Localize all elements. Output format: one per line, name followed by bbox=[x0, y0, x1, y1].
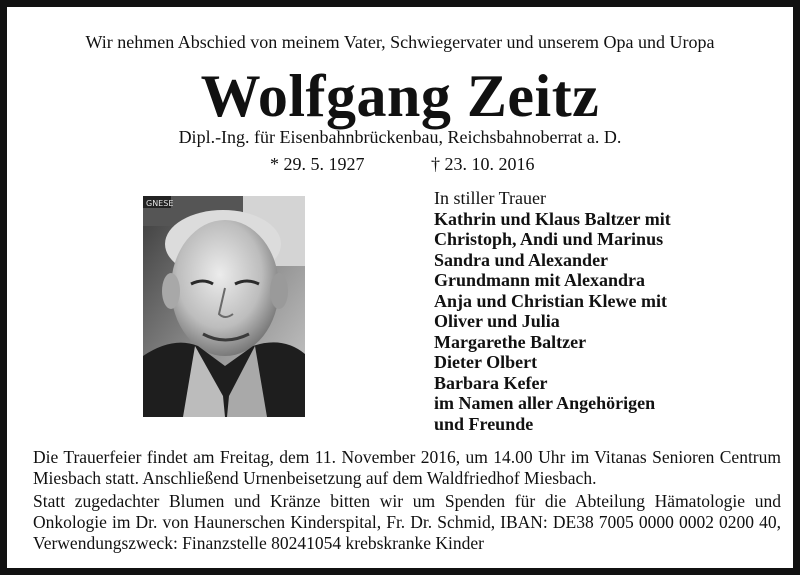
birth-date: * 29. 5. 1927 bbox=[270, 154, 365, 174]
portrait-image bbox=[143, 196, 305, 417]
ceremony-paragraph: Die Trauerfeier findet am Freitag, dem 11. November 2016, um 14.00 Uhr im Vitanas Senioren Centrum Miesbach statt. Anschließend Urnenbeisetzung auf dem Waldfriedhof Miesbach. bbox=[33, 447, 781, 488]
mourner-line: Barbara Kefer bbox=[434, 372, 548, 393]
photo-sign-text: GNESE bbox=[146, 199, 174, 208]
mourner-line: im Namen aller Angehörigen bbox=[434, 393, 656, 413]
mourners-list bbox=[434, 188, 774, 434]
mourner-line: Grundmann mit Alexandra bbox=[434, 270, 646, 290]
mourner-line: und Freunde bbox=[434, 413, 534, 434]
mourner-line: Oliver und Julia bbox=[434, 311, 560, 331]
portrait-photo bbox=[143, 196, 305, 417]
mourner-line: Dieter Olbert bbox=[434, 352, 538, 372]
mourners-lead: In stiller Trauer bbox=[434, 188, 546, 208]
donation-paragraph: Statt zugedachter Blumen und Kränze bitten wir um Spenden für die Abteilung Hämatologie und Onkologie im Dr. von Haunerschen Kinderspital, Fr. Dr. Schmid, IBAN: DE38 7005 0000 0002 0200 40, Verwendungszweck: Finanzstelle 80241054 krebskranke Kinder bbox=[33, 491, 781, 553]
intro-line: Wir nehmen Abschied von meinem Vater, Schwiegervater und unserem Opa und Uropa bbox=[85, 32, 715, 52]
deceased-name: Wolfgang Zeitz bbox=[200, 63, 600, 129]
mourner-line: Kathrin und Klaus Baltzer mit bbox=[434, 208, 671, 229]
mourner-line: Anja und Christian Klewe mit bbox=[434, 290, 668, 311]
deceased-title: Dipl.-Ing. für Eisenbahnbrückenbau, Reichsbahnoberrat a. D. bbox=[178, 127, 622, 147]
mourner-line: Christoph, Andi und Marinus bbox=[434, 229, 664, 249]
death-date: † 23. 10. 2016 bbox=[431, 154, 535, 174]
mourner-line: Margarethe Baltzer bbox=[434, 331, 587, 352]
mourner-line: Sandra und Alexander bbox=[434, 249, 609, 270]
